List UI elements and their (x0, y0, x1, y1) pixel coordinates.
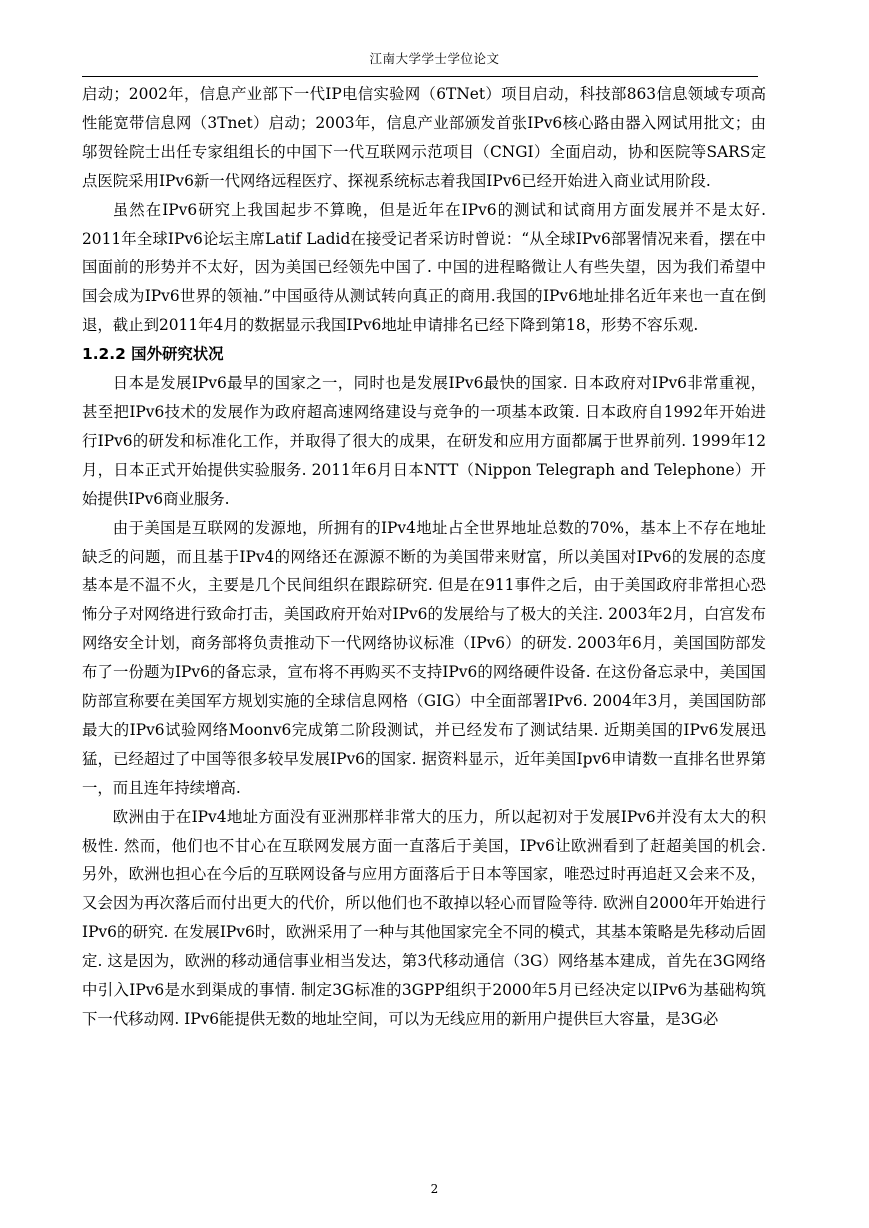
paragraph: 欧洲由于在IPv4地址方面没有亚洲那样非常大的压力，所以起初对于发展IPv6并没有太大的积极性. 然而，他们也不甘心在互联网发展方面一直落后于美国，IPv6让欧洲看到了赶超美国的机会. 另外，欧洲也担心在今后的互联网设备与应用方面落后于日本等国家，唯恐过时再追赶又会来不及，又会因为再次落后而付出更大的代价，所以他们也不敢掉以轻心而冒险等待. 欧洲自2000年开始进行IPv6的研究. 在发展IPv6时，欧洲采用了一种与其他国家完全不同的模式，其基本策略是先移动后固定. 这是因为，欧洲的移动通信事业相当发达，第3代移动通信（3G）网络基本建成，首先在3G网络中引入IPv6是水到渠成的事情. 制定3G标准的3GPP组织于2000年5月已经决定以IPv6为基础构筑下一代移动网. IPv6能提供无数的地址空间，可以为无线应用的新用户提供巨大容量，是3G必 (82, 807, 766, 1028)
running-header-title: 江南大学学士学位论文 (369, 51, 500, 66)
paragraph: 由于美国是互联网的发源地，所拥有的IPv4地址占全世界地址总数的70%，基本上不存在地址缺乏的问题，而且基于IPv4的网络还在源源不断的为美国带来财富，所以美国对IPv6的发展的态度基本是不温不火，主要是几个民间组织在跟踪研究. 但是在911事件之后，由于美国政府非常担心恐怖分子对网络进行致命打击，美国政府开始对IPv6的发展给与了极大的关注. 2003年2月，白宫发布网络安全计划，商务部将负责推动下一代网络协议标准（IPv6）的研发. 2003年6月，美国国防部发布了一份题为IPv6的备忘录，宣布将不再购买不支持IPv6的网络硬件设备. 在这份备忘录中，美国国防部宣称要在美国军方规划实施的全球信息网格（GIG）中全面部署IPv6. 2004年3月，美国国防部最大的IPv6试验网络Moonv6完成第二阶段测试，并已经发布了测试结果. 近期美国的IPv6发展迅猛，已经超过了中国等很多较早发展IPv6的国家. 据资料显示，近年美国Ipv6申请数一直排名世界第一，而且连年持续增高. (82, 518, 766, 797)
page-number: 2 (430, 1182, 439, 1196)
paragraph: 日本是发展IPv6最早的国家之一，同时也是发展IPv6最快的国家. 日本政府对IPv6非常重视，甚至把IPv6技术的发展作为政府超高速网络建设与竞争的一项基本政策. 日本政府自1992年开始进行IPv6的研发和标准化工作，并取得了很大的成果，在研发和应用方面都属于世界前列. 1999年12月，日本正式开始提供实验服务. 2011年6月日本NTT（Nippon Telegraph and Telephone）开始提供IPv6商业服务. (82, 374, 766, 508)
body-text (82, 80, 766, 1034)
paragraph: 虽然在IPv6研究上我国起步不算晚，但是近年在IPv6的测试和试商用方面发展并不是太好. 2011年全球IPv6论坛主席Latif Ladid在接受记者采访时曾说：“从全球IPv6部署情况来看，摆在中国面前的形势并不太好，因为美国已经领先中国了. 中国的进程略微让人有些失望，因为我们希望中国会成为IPv6世界的领袖.”中国亟待从测试转向真正的商用.我国的IPv6地址排名近年来也一直在倒退，截止到2011年4月的数据显示我国IPv6地址申请排名已经下降到第18，形势不容乐观. (82, 200, 766, 335)
header-divider (82, 76, 758, 77)
paragraph: 启动；2002年，信息产业部下一代IP电信实验网（6TNet）项目启动，科技部863信息领域专项高性能宽带信息网（3Tnet）启动；2003年，信息产业部颁发首张IPv6核心路由器入网试用批文；由邬贺铨院士出任专家组组长的中国下一代互联网示范项目（CNGI）全面启动，协和医院等SARS定点医院采用IPv6新一代网络远程医疗、探视系统标志着我国IPv6已经开始进入商业试用阶段. (82, 85, 766, 190)
section-heading: 1.2.2 国外研究状况 (82, 345, 224, 364)
